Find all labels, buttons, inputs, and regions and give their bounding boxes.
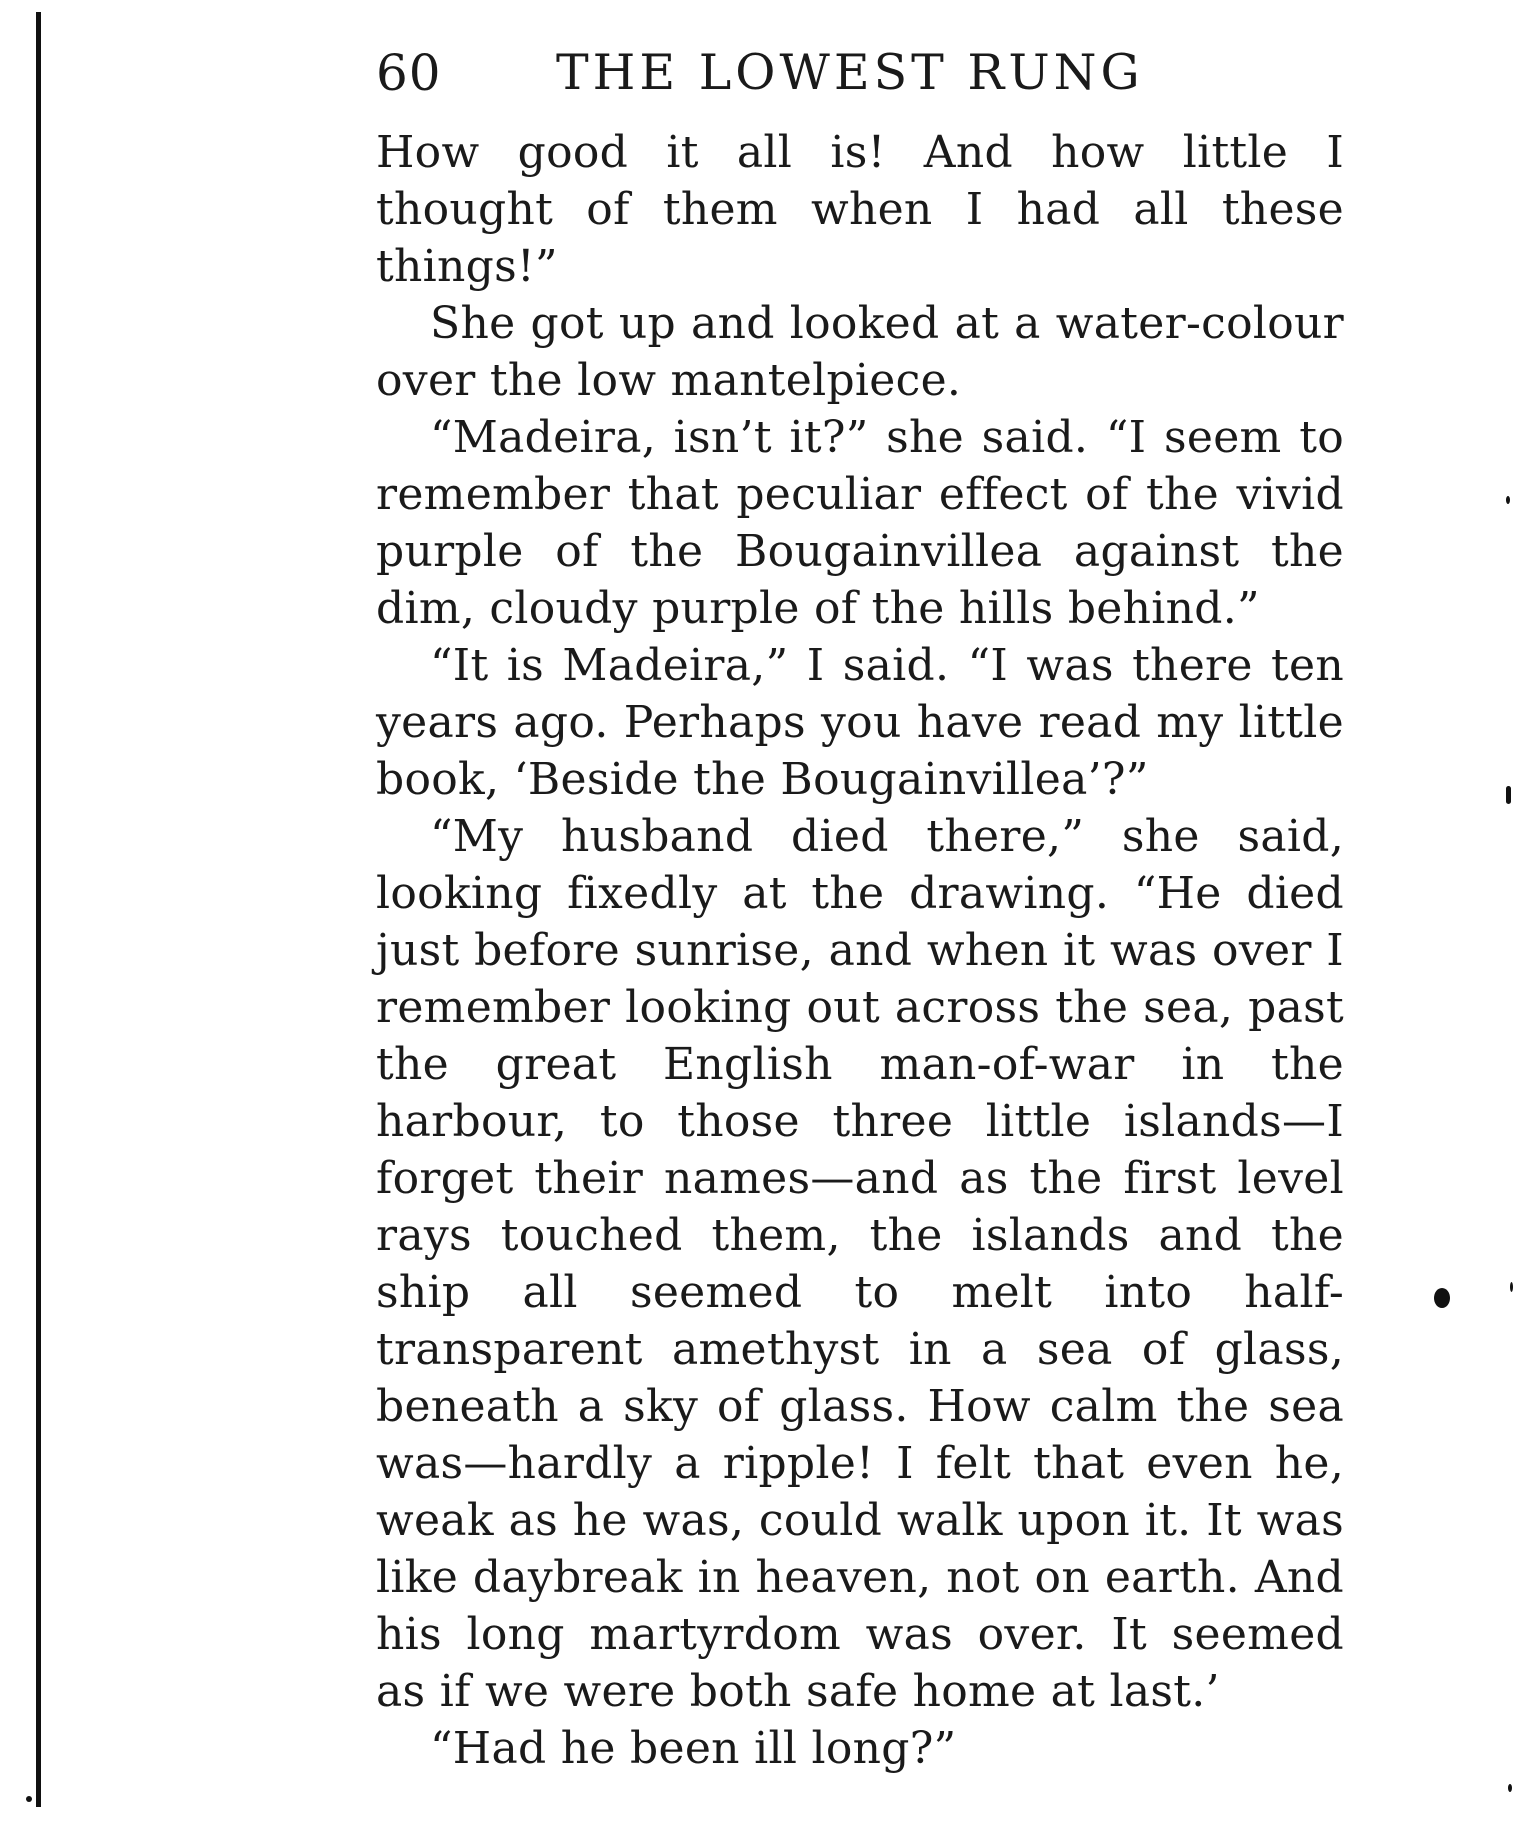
paragraph: How good it all is! And how little I thought of them when I had all these things!” <box>376 127 1344 292</box>
paragraph: “My husband died there,” she said, looking fixedly at the drawing. “He died just before sunrise, and when it was over I remember looking out across the sea, past the great English man-of-war in the harbour, to those three little islands—I forget their names—and as the first level rays touched them, the islands and the ship all seemed to melt into half-transparent amethyst in a sea of glass, beneath a sky of glass. How calm the sea was—hardly a ripple! I felt that even he, weak as he was, could walk upon it. It was like daybreak in heaven, not on earth. And his long martyrdom was over. It seemed as if we were both safe home at last.’ <box>376 811 1344 1717</box>
page-header <box>376 40 1344 106</box>
paragraph: “Madeira, isn’t it?” she said. “I seem to remember that peculiar effect of the vivid purple of the Bougainvillea against the dim, cloudy purple of the hills behind.” <box>376 412 1344 634</box>
paragraph: She got up and looked at a water-colour over the low mantelpiece. <box>376 298 1344 406</box>
ink-speck <box>1434 1288 1450 1308</box>
ink-speck <box>26 1796 32 1802</box>
paragraph: “Had he been ill long?” <box>430 1723 957 1774</box>
ink-speck <box>1506 786 1511 804</box>
ink-speck <box>1508 1784 1512 1792</box>
ink-speck <box>1510 1282 1513 1292</box>
running-title: THE LOWEST RUNG <box>556 44 1144 101</box>
paragraph: “It is Madeira,” I said. “I was there ten years ago. Perhaps you have read my little book, ‘Beside the Bougainvillea’?” <box>376 640 1344 805</box>
body-text <box>376 124 1344 1777</box>
ink-speck <box>1506 496 1510 504</box>
page-number: 60 <box>376 44 442 102</box>
binding-edge <box>36 12 41 1807</box>
